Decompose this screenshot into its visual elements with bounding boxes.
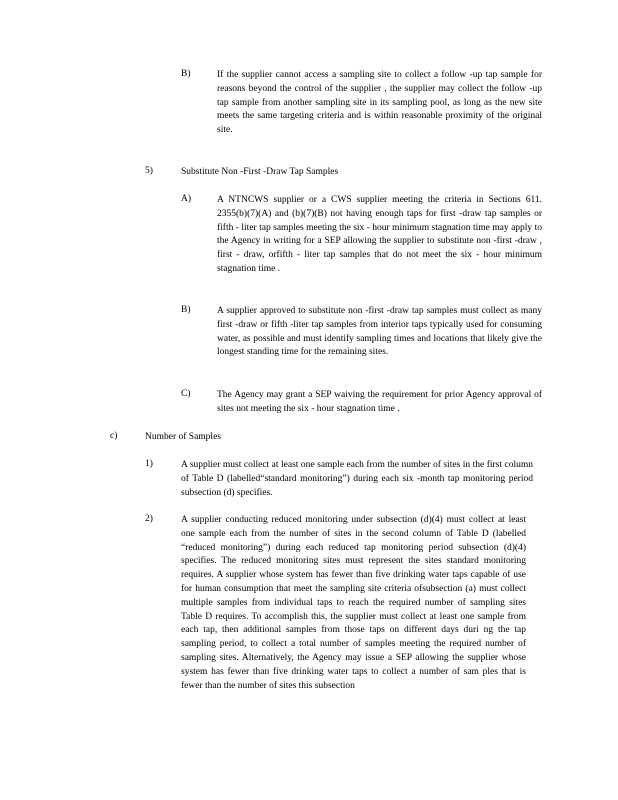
paragraph-c2: A supplier conducting reduced monitoring under subsection (d)(4) must collect at least one sample each from the number of sites in the second column of Table D (labelled “reduced monitoring”) during each reduced tap monitoring period subsection (d)(4) specifies. The reduced monitoring sites must represent the sites standard monitoring requires. A supplier whose system has fewer than five drinking water taps capable of use for human consumption that meet the sampling site criteria ofsubsection (a) must collect multiple samples from individual taps to reach the required number of sampling sites Table D requires. To accomplish this, the supplier must collect at least one sample from each tap, then additional samples from those taps on different days duri ng the tap sampling period, to collect a total number of samples meeting the required number of sampling sites. Alternatively, the Agency may issue a SEP allowing the supplier whose system has fewer than five drinking water taps to collect a number of sam ples that is fewer than the number of sites this subsection bbox=[181, 515, 526, 691]
item-label-5: 5) bbox=[145, 166, 153, 176]
paragraph-5a: A NTNCWS supplier or a CWS supplier meeting the criteria in Sections 611. 2355(b)(7)(A) and (b)(7)(B) not having enough taps for first -draw tap samples or fifth - liter tap samples meeting the six - hour minimum stagnation time may apply to the Agency in writing for a SEP allowing the supplier to substitute non -first -draw , first - draw, orfifth - liter tap samples that do not meet the six - hour minimum stagnation time . bbox=[217, 195, 542, 274]
item-label-5c: C) bbox=[181, 389, 191, 399]
item-label-5a: A) bbox=[181, 194, 192, 204]
item-label-b: B) bbox=[181, 69, 191, 79]
paragraph-b-site-access: If the supplier cannot access a sampling site to collect a follow -up tap sample for reasons beyond the control of the supplier , the supplier may collect the follow -up tap sample from another sampling site in its sampling pool, as long as the new site meets the same targeting criteria and is within reasonable proximity of the original site. bbox=[217, 70, 542, 136]
item-label-5b: B) bbox=[181, 305, 191, 315]
paragraph-5b: A supplier approved to substitute non -first -draw tap samples must collect as many first -draw or fifth -liter tap samples from interior taps typically used for consuming water, as possible and must identify sampling times and locations that likely give the longest standing time for the remaining sites. bbox=[217, 306, 542, 358]
item-label-c2: 2) bbox=[145, 514, 153, 524]
heading-substitute-samples: Substitute Non -First -Draw Tap Samples bbox=[181, 167, 339, 177]
item-label-c1: 1) bbox=[145, 459, 153, 469]
paragraph-5c: The Agency may grant a SEP waiving the requirement for prior Agency approval of sites not meeting the six - hour stagnation time . bbox=[217, 390, 542, 414]
paragraph-c1: A supplier must collect at least one sample each from the number of sites in the first column of Table D (labelled“standard monitoring”) during each six -month tap monitoring period subsection (d) specifies. bbox=[181, 460, 533, 498]
heading-number-of-samples: Number of Samples bbox=[145, 432, 221, 442]
item-label-c: c) bbox=[110, 431, 118, 441]
